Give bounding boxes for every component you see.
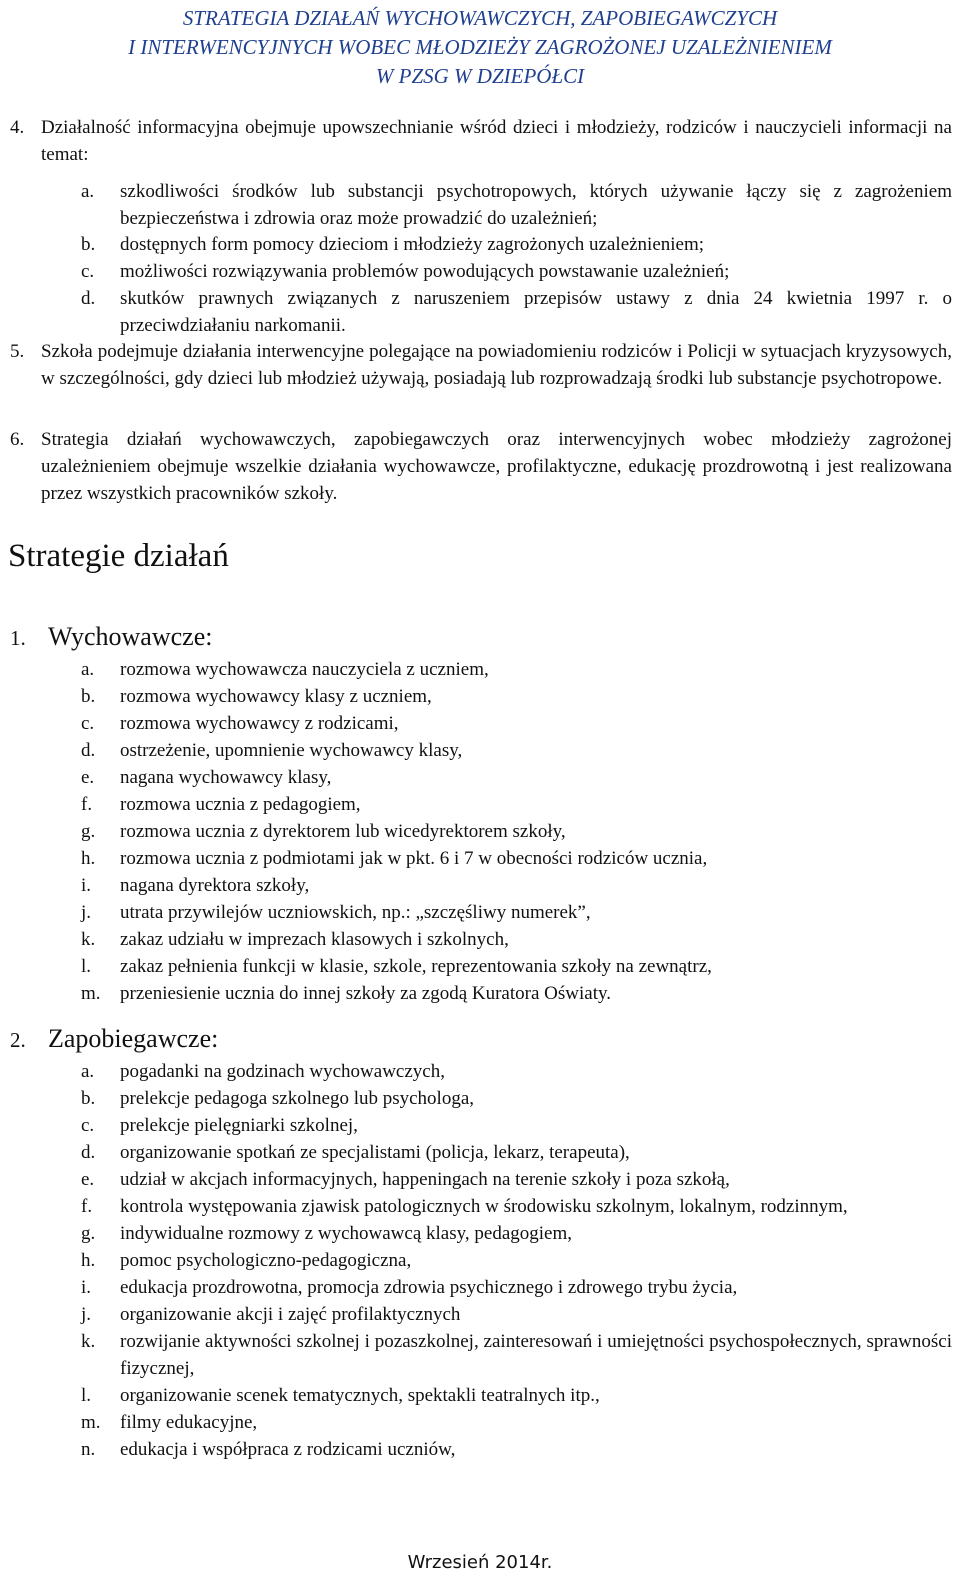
list-item-text: prelekcje pielęgniarki szkolnej, bbox=[120, 1115, 358, 1136]
list-item-text: edukacja prozdrowotna, promocja zdrowia psychicznego i zdrowego trybu życia, bbox=[120, 1277, 738, 1298]
list-item-letter: h. bbox=[81, 848, 96, 869]
list-item bbox=[0, 791, 960, 818]
list-item bbox=[0, 1139, 960, 1166]
document-header bbox=[0, 4, 960, 91]
header-line-1: STRATEGIA DZIAŁAŃ WYCHOWAWCZYCH, ZAPOBIEGAWCZYCH bbox=[182, 6, 778, 30]
list-item-letter: m. bbox=[81, 1412, 101, 1433]
list-item bbox=[0, 1112, 960, 1139]
list-item-text: rozwijanie aktywności szkolnej i pozaszkolnej, zainteresowań i umiejętności psychospołecznych, sprawności fizycznej, bbox=[120, 1331, 952, 1379]
list-item-letter: g. bbox=[81, 821, 96, 842]
list-item-text: kontrola występowania zjawisk patologicznych w środowisku szkolnym, lokalnym, rodzinnym, bbox=[120, 1196, 848, 1217]
list-item-text: ostrzeżenie, upomnienie wychowawcy klasy, bbox=[120, 740, 463, 761]
list-item-letter: h. bbox=[81, 1250, 96, 1271]
point-number: 5. bbox=[10, 341, 25, 362]
list-item-letter: i. bbox=[81, 1277, 92, 1298]
sub-text: dostępnych form pomocy dzieciom i młodzieży zagrożonych uzależnieniem; bbox=[120, 234, 705, 255]
list-item-text: rozmowa wychowawcy klasy z uczniem, bbox=[120, 686, 432, 707]
wychowawcze-list bbox=[0, 656, 960, 1007]
list-item bbox=[0, 710, 960, 737]
zapobiegawcze-list bbox=[0, 1058, 960, 1463]
list-item-text: rozmowa wychowawcy z rodzicami, bbox=[120, 713, 399, 734]
list-item-letter: b. bbox=[81, 686, 96, 707]
list-item-letter: j. bbox=[81, 1304, 92, 1325]
list-item-letter: a. bbox=[81, 659, 95, 680]
sub-text: skutków prawnych związanych z naruszeniem przepisów ustawy z dnia 24 kwietnia 1997 r. o przeciwdziałaniu narkomanii. bbox=[120, 288, 952, 336]
list-item bbox=[0, 1274, 960, 1301]
list-item bbox=[0, 1058, 960, 1085]
list-item-letter: l. bbox=[81, 956, 92, 977]
list-item-letter: b. bbox=[81, 1088, 96, 1109]
list-item-letter: i. bbox=[81, 875, 92, 896]
list-item-letter: k. bbox=[81, 1331, 96, 1352]
list-item bbox=[0, 845, 960, 872]
list-item-text: filmy edukacyjne, bbox=[120, 1412, 258, 1433]
sub-text: szkodliwości środków lub substancji psychotropowych, których używanie łączy się z zagrożeniem bezpieczeństwa i zdrowia oraz może prowadzić do uzależnień; bbox=[120, 181, 952, 229]
sub-letter: a. bbox=[81, 181, 95, 202]
list-item-text: rozmowa ucznia z podmiotami jak w pkt. 6 i 7 w obecności rodziców ucznia, bbox=[120, 848, 708, 869]
list-item-text: rozmowa ucznia z dyrektorem lub wicedyrektorem szkoły, bbox=[120, 821, 566, 842]
list-item bbox=[0, 683, 960, 710]
list-item bbox=[0, 1220, 960, 1247]
sub-letter: b. bbox=[81, 234, 96, 255]
section-number: 2. bbox=[10, 1028, 26, 1052]
section-title: Zapobiegawcze: bbox=[48, 1024, 219, 1053]
list-item bbox=[0, 953, 960, 980]
list-item-text: rozmowa wychowawcza nauczyciela z uczniem, bbox=[120, 659, 489, 680]
list-item bbox=[0, 737, 960, 764]
list-item-text: rozmowa ucznia z pedagogiem, bbox=[120, 794, 361, 815]
list-item bbox=[0, 1409, 960, 1436]
point-number: 6. bbox=[10, 429, 25, 450]
list-item-text: pomoc psychologiczno-pedagogiczna, bbox=[120, 1250, 412, 1271]
list-item-text: zakaz pełnienia funkcji w klasie, szkole, reprezentowania szkoły na zewnątrz, bbox=[120, 956, 712, 977]
page-footer: Wrzesień 2014r. bbox=[407, 1552, 553, 1573]
point-number: 4. bbox=[10, 117, 25, 138]
point-text: Działalność informacyjna obejmuje upowszechnianie wśród dzieci i młodzieży, rodziców i nauczycieli informacji na temat: bbox=[41, 117, 952, 165]
list-item bbox=[0, 872, 960, 899]
header-line-2: I INTERWENCYJNYCH WOBEC MŁODZIEŻY ZAGROŻONEJ UZALEŻNIENIEM bbox=[128, 35, 832, 59]
list-item bbox=[0, 1328, 960, 1382]
list-item-letter: n. bbox=[81, 1439, 96, 1460]
section-1-heading bbox=[8, 622, 408, 656]
list-item-text: pogadanki na godzinach wychowawczych, bbox=[120, 1061, 445, 1082]
list-item-text: prelekcje pedagoga szkolnego lub psychologa, bbox=[120, 1088, 475, 1109]
list-item-text: nagana wychowawcy klasy, bbox=[120, 767, 332, 788]
header-line-3: W PZSG W DZIEPÓŁCI bbox=[375, 64, 585, 88]
list-item-letter: l. bbox=[81, 1385, 92, 1406]
list-item bbox=[0, 980, 960, 1007]
list-item bbox=[0, 1085, 960, 1112]
list-item-letter: j. bbox=[81, 902, 92, 923]
list-item-text: organizowanie spotkań ze specjalistami (policja, lekarz, terapeuta), bbox=[120, 1142, 630, 1163]
list-item-text: udział w akcjach informacyjnych, happeningach na terenie szkoły i poza szkołą, bbox=[120, 1169, 730, 1190]
list-item bbox=[0, 1301, 960, 1328]
strategies-heading: Strategie działań bbox=[8, 538, 229, 574]
list-item-text: organizowanie akcji i zajęć profilaktycznych bbox=[120, 1304, 461, 1325]
list-item-letter: e. bbox=[81, 767, 95, 788]
list-item-letter: c. bbox=[81, 1115, 95, 1136]
list-item bbox=[0, 899, 960, 926]
list-item-text: organizowanie scenek tematycznych, spektakli teatralnych itp., bbox=[120, 1385, 600, 1406]
list-item bbox=[0, 1193, 960, 1220]
list-item-text: edukacja i współpraca z rodzicami uczniów, bbox=[120, 1439, 456, 1460]
sub-text: możliwości rozwiązywania problemów powodujących powstawanie uzależnień; bbox=[120, 261, 730, 282]
list-item bbox=[0, 926, 960, 953]
list-item-letter: c. bbox=[81, 713, 95, 734]
list-item-text: przeniesienie ucznia do innej szkoły za zgodą Kuratora Oświaty. bbox=[120, 983, 611, 1004]
list-item bbox=[0, 764, 960, 791]
list-item bbox=[0, 1166, 960, 1193]
list-item-letter: e. bbox=[81, 1169, 95, 1190]
list-item-text: zakaz udziału w imprezach klasowych i szkolnych, bbox=[120, 929, 509, 950]
sub-letter: d. bbox=[81, 288, 96, 309]
section-number: 1. bbox=[10, 626, 26, 650]
list-item bbox=[0, 1382, 960, 1409]
section-2-heading bbox=[8, 1024, 408, 1058]
list-item bbox=[0, 1247, 960, 1274]
list-item-letter: g. bbox=[81, 1223, 96, 1244]
point-text: Strategia działań wychowawczych, zapobiegawczych oraz interwencyjnych wobec młodzieży zagrożonej uzależnieniem obejmuje wszelkie działania wychowawcze, profilaktyczne, edukację prozdrowotną i jest realizowana przez wszystkich pracowników szkoły. bbox=[41, 429, 952, 504]
list-item bbox=[0, 656, 960, 683]
list-item-text: nagana dyrektora szkoły, bbox=[120, 875, 310, 896]
list-item-letter: d. bbox=[81, 740, 96, 761]
sub-letter: c. bbox=[81, 261, 95, 282]
section-title: Wychowawcze: bbox=[48, 622, 213, 651]
list-item-letter: f. bbox=[81, 794, 93, 815]
list-item-letter: k. bbox=[81, 929, 96, 950]
list-item-letter: f. bbox=[81, 1196, 93, 1217]
list-item bbox=[0, 818, 960, 845]
list-item-letter: a. bbox=[81, 1061, 95, 1082]
list-item-text: indywidualne rozmowy z wychowawcą klasy, pedagogiem, bbox=[120, 1223, 572, 1244]
point-text: Szkoła podejmuje działania interwencyjne polegające na powiadomieniu rodziców i Policji w sytuacjach kryzysowych, w szczególności, gdy dzieci lub młodzież używają, posiadają lub rozprowadzają środki lub substancje psychotropowe. bbox=[41, 341, 952, 389]
list-item-letter: m. bbox=[81, 983, 101, 1004]
list-item-letter: d. bbox=[81, 1142, 96, 1163]
list-item bbox=[0, 1436, 960, 1463]
list-item-text: utrata przywilejów uczniowskich, np.: „szczęśliwy numerek”, bbox=[120, 902, 591, 923]
